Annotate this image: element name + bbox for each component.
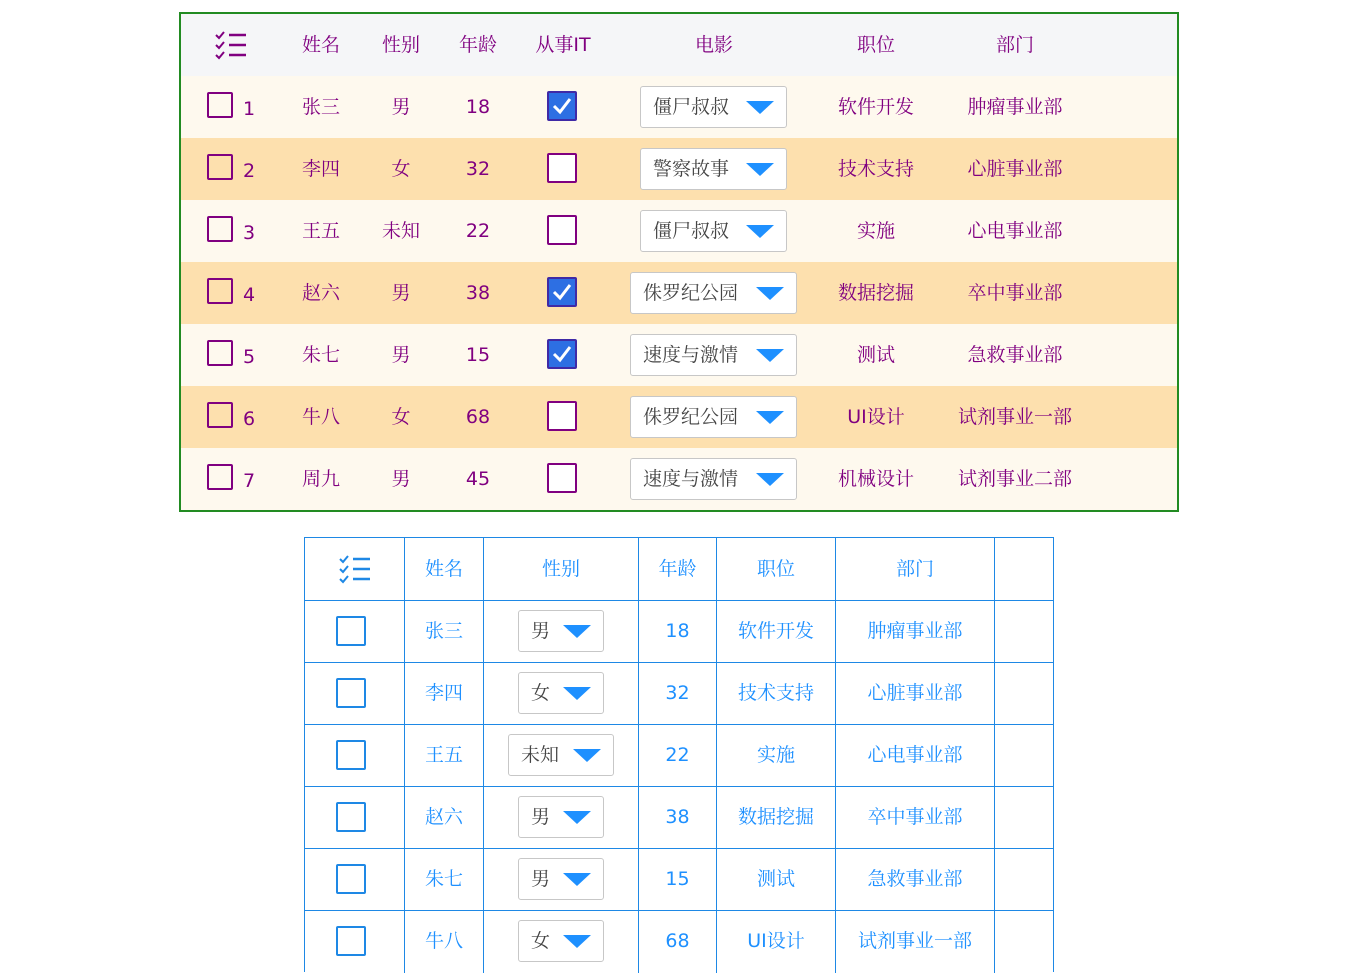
row-checkbox[interactable]: [207, 154, 233, 180]
gender-select[interactable]: [518, 672, 604, 714]
header-name: 姓名: [301, 34, 340, 56]
header-dept: 部门: [895, 558, 934, 580]
movie-select[interactable]: [640, 86, 787, 128]
table-1-header: [181, 14, 1177, 76]
row-checkbox[interactable]: [207, 92, 233, 118]
cell-gender: 女: [391, 158, 411, 180]
check-icon: [551, 343, 573, 365]
header-name: 姓名: [424, 558, 463, 580]
cell-dept: 急救事业部: [967, 344, 1063, 366]
row-number: 5: [243, 346, 256, 368]
cell-name: 朱七: [301, 344, 340, 366]
cell-age: 18: [465, 96, 491, 118]
movie-select[interactable]: [630, 396, 797, 438]
cell-name: 牛八: [301, 406, 340, 428]
movie-select[interactable]: [640, 210, 787, 252]
cell-dept: 试剂事业一部: [857, 930, 972, 952]
table-row: [181, 76, 1177, 138]
it-checkbox[interactable]: [547, 215, 577, 245]
header-gender: 性别: [381, 34, 420, 56]
chevron-down-icon: [746, 101, 774, 114]
gender-select-value: 未知: [521, 744, 560, 766]
cell-gender: 男: [391, 282, 411, 304]
chevron-down-icon: [563, 687, 591, 700]
table-row: [181, 324, 1177, 386]
it-checkbox[interactable]: [547, 339, 577, 369]
cell-age: 68: [665, 930, 690, 952]
row-checkbox[interactable]: [207, 464, 233, 490]
movie-select-value: 警察故事: [653, 158, 730, 180]
chevron-down-icon: [756, 411, 784, 424]
cell-position: 数据挖掘: [737, 806, 814, 828]
movie-select[interactable]: [630, 458, 797, 500]
check-icon: [551, 95, 573, 117]
it-checkbox[interactable]: [547, 401, 577, 431]
gender-select-value: 男: [531, 806, 551, 828]
row-checkbox[interactable]: [207, 216, 233, 242]
row-number: 3: [243, 222, 256, 244]
cell-age: 38: [465, 282, 491, 304]
chevron-down-icon: [756, 473, 784, 486]
it-checkbox[interactable]: [547, 277, 577, 307]
cell-name: 张三: [301, 96, 340, 118]
cell-position: UI设计: [747, 930, 805, 952]
cell-age: 38: [665, 806, 690, 828]
row-checkbox[interactable]: [207, 278, 233, 304]
cell-age: 32: [465, 158, 491, 180]
cell-dept: 卒中事业部: [967, 282, 1063, 304]
cell-name: 赵六: [301, 282, 340, 304]
table-row: [181, 200, 1177, 262]
cell-age: 22: [465, 220, 491, 242]
chevron-down-icon: [563, 625, 591, 638]
cell-name: 周九: [301, 468, 340, 490]
header-position: 职位: [856, 34, 895, 56]
table-1: [179, 12, 1179, 512]
row-checkbox[interactable]: [336, 740, 366, 770]
chevron-down-icon: [563, 935, 591, 948]
movie-select-value: 速度与激情: [643, 468, 739, 490]
cell-position: 测试: [856, 344, 895, 366]
cell-dept: 心脏事业部: [867, 682, 963, 704]
cell-name: 赵六: [424, 806, 463, 828]
movie-select-value: 僵尸叔叔: [653, 220, 730, 242]
cell-dept: 肿瘤事业部: [967, 96, 1063, 118]
row-checkbox[interactable]: [207, 402, 233, 428]
row-checkbox[interactable]: [336, 864, 366, 894]
cell-position: 技术支持: [837, 158, 914, 180]
gender-select[interactable]: [518, 610, 604, 652]
cell-name: 王五: [301, 220, 340, 242]
gender-select-value: 男: [531, 868, 551, 890]
cell-dept: 心电事业部: [967, 220, 1063, 242]
row-checkbox[interactable]: [336, 616, 366, 646]
it-checkbox[interactable]: [547, 463, 577, 493]
row-checkbox[interactable]: [336, 926, 366, 956]
header-position: 职位: [756, 558, 795, 580]
cell-age: 68: [465, 406, 491, 428]
header-age: 年龄: [458, 34, 497, 56]
cell-name: 朱七: [424, 868, 463, 890]
movie-select-value: 侏罗纪公园: [643, 406, 739, 428]
cell-name: 张三: [424, 620, 463, 642]
it-checkbox[interactable]: [547, 153, 577, 183]
row-checkbox[interactable]: [336, 802, 366, 832]
chevron-down-icon: [756, 287, 784, 300]
cell-dept: 急救事业部: [867, 868, 963, 890]
header-gender: 性别: [541, 558, 580, 580]
movie-select-value: 速度与激情: [643, 344, 739, 366]
movie-select-value: 僵尸叔叔: [653, 96, 730, 118]
cell-age: 32: [665, 682, 690, 704]
cell-position: 机械设计: [837, 468, 914, 490]
table-row: [181, 262, 1177, 324]
cell-position: 技术支持: [737, 682, 814, 704]
movie-select[interactable]: [640, 148, 787, 190]
cell-dept: 试剂事业一部: [957, 406, 1072, 428]
chevron-down-icon: [563, 811, 591, 824]
chevron-down-icon: [746, 225, 774, 238]
cell-position: 测试: [756, 868, 795, 890]
gender-select[interactable]: [518, 920, 604, 962]
row-number: 7: [243, 470, 256, 492]
row-number: 2: [243, 160, 256, 182]
check-icon: [551, 281, 573, 303]
gender-select[interactable]: [518, 796, 604, 838]
cell-dept: 试剂事业二部: [957, 468, 1072, 490]
header-age: 年龄: [658, 558, 697, 580]
checklist-icon[interactable]: [305, 538, 404, 600]
gender-select-value: 男: [531, 620, 551, 642]
cell-position: 软件开发: [737, 620, 814, 642]
cell-dept: 心脏事业部: [967, 158, 1063, 180]
cell-name: 王五: [424, 744, 463, 766]
cell-age: 18: [665, 620, 690, 642]
chevron-down-icon: [573, 749, 601, 762]
gender-select[interactable]: [508, 734, 614, 776]
chevron-down-icon: [563, 873, 591, 886]
cell-age: 45: [465, 468, 491, 490]
gender-select-value: 女: [531, 682, 551, 704]
checklist-icon[interactable]: [211, 14, 251, 76]
table-row: [181, 138, 1177, 200]
row-number: 6: [243, 408, 256, 430]
cell-position: 实施: [756, 744, 795, 766]
cell-position: 软件开发: [837, 96, 914, 118]
cell-dept: 卒中事业部: [867, 806, 963, 828]
row-number: 1: [243, 98, 256, 120]
chevron-down-icon: [756, 349, 784, 362]
table-row: [181, 386, 1177, 448]
cell-gender: 女: [391, 406, 411, 428]
header-movie: 电影: [694, 34, 733, 56]
header-dept: 部门: [995, 34, 1034, 56]
cell-name: 李四: [424, 682, 463, 704]
it-checkbox[interactable]: [547, 91, 577, 121]
cell-gender: 男: [391, 344, 411, 366]
row-number: 4: [243, 284, 256, 306]
gender-select[interactable]: [518, 858, 604, 900]
header-it: 从事IT: [535, 34, 591, 56]
cell-name: 李四: [301, 158, 340, 180]
cell-age: 22: [665, 744, 690, 766]
gender-select-value: 女: [531, 930, 551, 952]
cell-position: 数据挖掘: [837, 282, 914, 304]
row-checkbox[interactable]: [336, 678, 366, 708]
cell-gender: 男: [391, 96, 411, 118]
row-checkbox[interactable]: [207, 340, 233, 366]
table-row: [181, 448, 1177, 510]
cell-dept: 肿瘤事业部: [867, 620, 963, 642]
cell-gender: 未知: [381, 220, 420, 242]
movie-select[interactable]: [630, 272, 797, 314]
cell-position: UI设计: [847, 406, 905, 428]
movie-select-value: 侏罗纪公园: [643, 282, 739, 304]
cell-name: 牛八: [424, 930, 463, 952]
table-2: [304, 537, 1054, 972]
cell-dept: 心电事业部: [867, 744, 963, 766]
cell-age: 15: [665, 868, 690, 890]
cell-position: 实施: [856, 220, 895, 242]
cell-age: 15: [465, 344, 491, 366]
chevron-down-icon: [746, 163, 774, 176]
movie-select[interactable]: [630, 334, 797, 376]
cell-gender: 男: [391, 468, 411, 490]
